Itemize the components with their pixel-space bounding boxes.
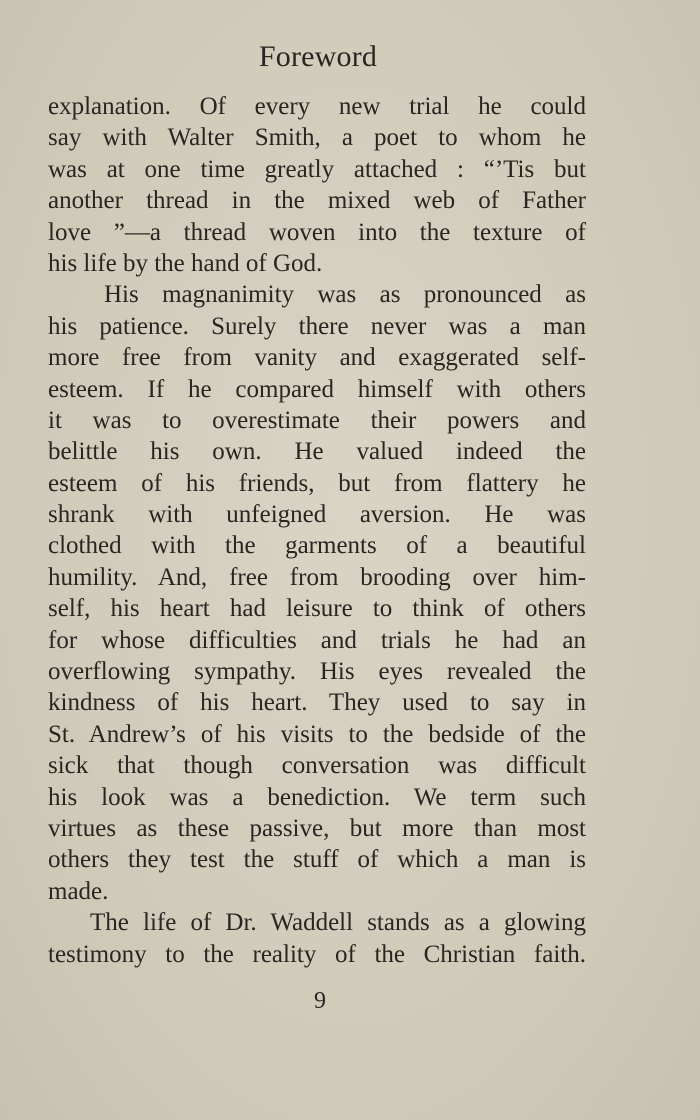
text-line: virtues as these passive, but more than most [48,814,586,842]
text-line: His magnanimity was as pronounced as [104,281,586,309]
text-line: say with Walter Smith, a poet to whom he [48,124,586,152]
text-line: his look was a benediction. We term such [48,783,586,811]
text-line: St. Andrew’s of his visits to the bedside of the [48,720,586,748]
text-line: testimony to the reality of the Christian faith. [48,940,586,968]
text-line: it was to overestimate their powers and [48,406,586,434]
running-header: Foreword [258,40,378,73]
text-line: more free from vanity and exaggerated self- [48,344,586,372]
text-line: shrank with unfeigned aversion. He was [48,501,586,529]
text-line: esteem. If he compared himself with others [48,375,586,403]
text-line: others they test the stuff of which a man is [48,846,586,874]
text-line: self, his heart had leisure to think of others [48,595,586,623]
text-line: was at one time greatly attached : “’Tis but [48,155,586,183]
text-line: The life of Dr. Waddell stands as a glowing [90,909,586,937]
text-line: sick that though conversation was difficult [48,752,586,780]
text-line: clothed with the garments of a beautiful [48,532,586,560]
text-line: belittle his own. He valued indeed the [48,438,586,466]
text-line: another thread in the mixed web of Father [48,187,586,215]
text-line: love ”—a thread woven into the texture of [48,218,586,246]
body-text [48,91,586,970]
text-line: for whose difficulties and trials he had an [48,626,586,654]
text-line: made. [48,877,109,905]
page-number: 9 [314,988,326,1014]
text-line: overflowing sympathy. His eyes revealed the [48,658,586,686]
text-line: his patience. Surely there never was a man [48,312,586,340]
text-line: explanation. Of every new trial he could [48,93,586,120]
text-line: humility. And, free from brooding over him- [48,563,586,591]
text-line: kindness of his heart. They used to say in [48,689,586,717]
text-line: his life by the hand of God. [48,249,323,277]
text-line: esteem of his friends, but from flattery he [48,469,586,497]
